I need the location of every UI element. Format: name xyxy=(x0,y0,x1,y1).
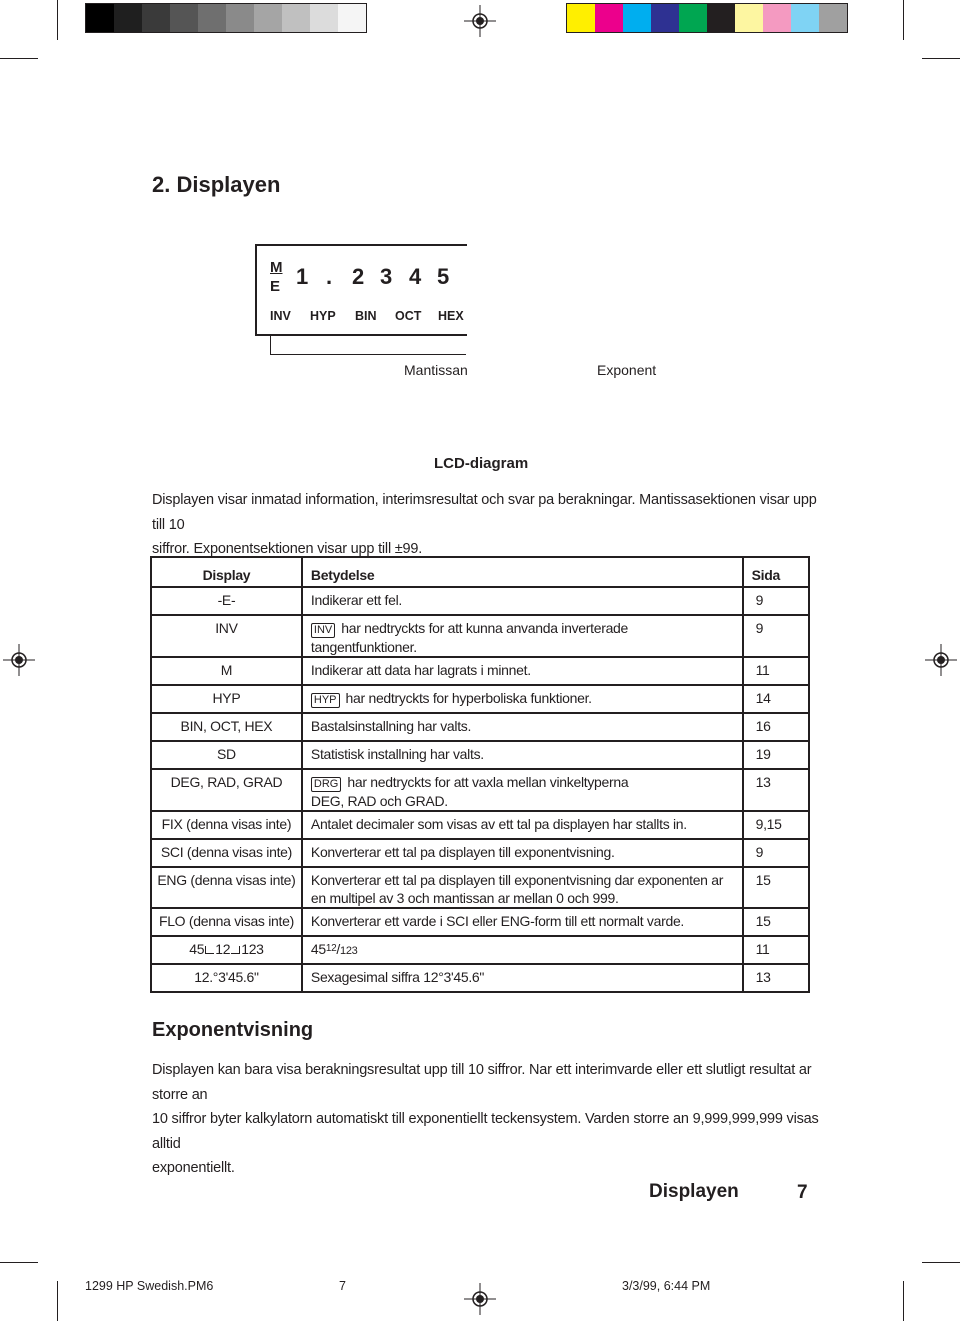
calibration-swatch xyxy=(707,4,735,32)
cell-meaning: Sexagesimal siffra 12°3'45.6" xyxy=(302,964,743,992)
meaning-text: Antalet decimaler som visas av ett tal pa displayen har stallts in. xyxy=(310,816,687,832)
calibration-swatch xyxy=(651,4,679,32)
cell-display: 12.°3'45.6" xyxy=(151,964,302,992)
cell-meaning xyxy=(302,713,743,741)
cell-display: -E- xyxy=(151,587,302,615)
calibration-swatch xyxy=(198,4,226,32)
key-icon: HYP xyxy=(311,693,340,708)
cell-page: 19 xyxy=(743,741,809,769)
meaning-text: DEG, RAD och GRAD. xyxy=(310,793,448,809)
paragraph-line: 10 siffror byter kalkylatorn automatiskt till exponentiellt teckensystem. Varden storre an 9,999,999,999 visas alltid xyxy=(152,1111,819,1152)
calibration-swatch xyxy=(254,4,282,32)
slug-date: 3/3/99, 6:44 PM xyxy=(622,1279,711,1293)
key-icon: DRG xyxy=(311,777,341,792)
page-number: 7 xyxy=(797,1182,808,1203)
fraction-slash: / xyxy=(336,941,341,957)
calibration-swatch xyxy=(623,4,651,32)
cell-display: INV xyxy=(151,615,302,657)
crop-mark xyxy=(57,0,58,40)
crop-mark xyxy=(0,1262,38,1263)
calibration-swatch xyxy=(763,4,791,32)
calibration-swatch xyxy=(567,4,595,32)
calibration-swatch xyxy=(282,4,310,32)
table-row xyxy=(151,741,809,769)
cell-display: M xyxy=(151,657,302,685)
lcd-indicator-oct: OCT xyxy=(395,309,422,323)
calibration-swatch xyxy=(679,4,707,32)
cell-page: 16 xyxy=(743,713,809,741)
cell-meaning xyxy=(302,615,743,657)
cell-meaning xyxy=(302,811,743,839)
table-row xyxy=(151,615,809,657)
header-display: Display xyxy=(151,557,302,587)
meaning-text: en multipel av 3 och mantissan ar mellan 0 och 999. xyxy=(310,890,619,906)
table-row xyxy=(151,936,809,964)
calibration-swatch xyxy=(338,4,366,32)
calibration-swatch xyxy=(114,4,142,32)
page-title: 2. Displayen xyxy=(152,172,281,197)
mantissa-bracket xyxy=(270,336,466,355)
crop-mark xyxy=(922,58,960,59)
table-row xyxy=(151,811,809,839)
meaning-text: Indikerar ett fel. xyxy=(310,592,402,608)
cell-meaning xyxy=(302,908,743,936)
gray-calibration-bar xyxy=(85,3,367,33)
paragraph-line: Displayen kan bara visa berakningsresultat upp till 10 siffror. Nar ett interimvarde eller ett slutligt resultat ar storre an xyxy=(152,1062,812,1103)
lcd-digit: 2 xyxy=(352,264,365,289)
intro-paragraph xyxy=(152,488,832,562)
table-row xyxy=(151,908,809,936)
exponent-label: Exponent xyxy=(597,362,657,378)
meaning-text: Indikerar att data har lagrats i minnet. xyxy=(310,662,531,678)
crop-mark xyxy=(903,1281,904,1321)
crop-mark xyxy=(0,58,38,59)
cell-meaning xyxy=(302,867,743,908)
fraction-numerator: 12 xyxy=(215,941,231,957)
cell-meaning xyxy=(302,769,743,811)
meaning-text: har nedtryckts for att kunna anvanda inverterade tangentfunktioner. xyxy=(310,620,629,655)
calibration-swatch xyxy=(226,4,254,32)
registration-mark-icon xyxy=(925,644,957,676)
lcd-indicator-hex: HEX xyxy=(438,309,464,323)
calibration-swatch xyxy=(791,4,819,32)
fraction-whole: 45 xyxy=(310,941,326,957)
table-row xyxy=(151,964,809,992)
calibration-swatch xyxy=(735,4,763,32)
running-footer-title: Displayen xyxy=(649,1181,739,1202)
meaning-text: har nedtryckts for att vaxla mellan vinkeltyperna xyxy=(347,774,629,790)
table-row xyxy=(151,713,809,741)
cell-display: DEG, RAD, GRAD xyxy=(151,769,302,811)
memory-indicator: M xyxy=(270,259,283,276)
calibration-swatch xyxy=(142,4,170,32)
cell-display: ENG (denna visas inte) xyxy=(151,867,302,908)
lcd-indicator-inv: INV xyxy=(270,309,291,323)
section-heading: Exponentvisning xyxy=(152,1019,314,1041)
meaning-text: Konverterar ett tal pa displayen till exponentvisning dar exponenten ar xyxy=(310,872,724,888)
cell-page: 13 xyxy=(743,769,809,811)
cell-display: FIX (denna visas inte) xyxy=(151,811,302,839)
calibration-swatch xyxy=(819,4,847,32)
cell-page: 14 xyxy=(743,685,809,713)
table-row xyxy=(151,685,809,713)
cell-display: BIN, OCT, HEX xyxy=(151,713,302,741)
cell-display: FLO (denna visas inte) xyxy=(151,908,302,936)
calibration-swatch xyxy=(170,4,198,32)
cell-page: 9,15 xyxy=(743,811,809,839)
fraction-separator-icon xyxy=(205,946,214,954)
color-calibration-bar xyxy=(566,3,848,33)
crop-mark xyxy=(57,1281,58,1321)
header-meaning: Betydelse xyxy=(302,557,743,587)
fraction-whole: 45 xyxy=(189,941,205,957)
meaning-text: Bastalsinstallning har valts. xyxy=(310,718,472,734)
cell-meaning xyxy=(302,936,743,964)
display-indicators-table xyxy=(150,556,810,993)
lcd-indicator-hyp: HYP xyxy=(310,309,336,323)
registration-mark-icon xyxy=(464,5,496,37)
crop-mark xyxy=(922,1262,960,1263)
key-icon: INV xyxy=(311,623,335,638)
diagram-caption: LCD-diagram xyxy=(434,455,529,472)
lcd-digit: 3 xyxy=(380,264,393,289)
table-row xyxy=(151,657,809,685)
meaning-text: har nedtryckts for hyperboliska funktioner. xyxy=(345,690,592,706)
cell-page: 9 xyxy=(743,587,809,615)
calibration-swatch xyxy=(86,4,114,32)
lcd-digit: 1 xyxy=(296,264,309,289)
cell-meaning xyxy=(302,587,743,615)
cell-page: 11 xyxy=(743,936,809,964)
cell-display: HYP xyxy=(151,685,302,713)
cell-page: 15 xyxy=(743,867,809,908)
table-row xyxy=(151,839,809,867)
exponent-paragraph xyxy=(152,1058,832,1181)
cell-meaning xyxy=(302,741,743,769)
crop-mark xyxy=(903,0,904,40)
lcd-indicator-bin: BIN xyxy=(355,309,377,323)
lcd-digit: 5 xyxy=(437,264,450,289)
table-row xyxy=(151,587,809,615)
registration-mark-icon xyxy=(464,1283,496,1315)
cell-meaning xyxy=(302,839,743,867)
lcd-status-indicators xyxy=(270,258,283,296)
fraction-denominator: 123 xyxy=(340,945,358,957)
paragraph-line: exponentiellt. xyxy=(152,1160,235,1176)
table-row xyxy=(151,769,809,811)
error-indicator: E xyxy=(270,278,281,295)
cell-page: 13 xyxy=(743,964,809,992)
cell-page: 15 xyxy=(743,908,809,936)
paragraph-line: Displayen visar inmatad information, interimsresultat och svar pa berakningar. Mantissasektionen visar upp till 10 xyxy=(152,492,817,533)
cell-page: 9 xyxy=(743,839,809,867)
cell-meaning xyxy=(302,685,743,713)
calibration-swatch xyxy=(595,4,623,32)
meaning-text: Konverterar ett tal pa displayen till exponentvisning. xyxy=(310,844,615,860)
fraction-separator-icon xyxy=(231,946,240,954)
lcd-digit: 4 xyxy=(409,264,422,289)
calibration-swatch xyxy=(310,4,338,32)
registration-mark-icon xyxy=(3,644,35,676)
cell-display xyxy=(151,936,302,964)
paragraph-line: siffror. Exponentsektionen visar upp till ±99. xyxy=(152,541,423,557)
meaning-text: Konverterar ett varde i SCI eller ENG-form till ett normalt varde. xyxy=(310,913,685,929)
mantissa-label: Mantissan xyxy=(404,362,468,378)
fraction-numerator: 12 xyxy=(325,943,337,954)
fraction-denominator: 123 xyxy=(241,941,264,957)
meaning-text: Statistisk installning har valts. xyxy=(310,746,484,762)
cell-page: 9 xyxy=(743,615,809,657)
lcd-digit: . xyxy=(326,264,333,289)
cell-display: SD xyxy=(151,741,302,769)
table-row xyxy=(151,867,809,908)
cell-page: 11 xyxy=(743,657,809,685)
slug-page: 7 xyxy=(339,1279,346,1293)
header-page: Sida xyxy=(743,557,809,587)
cell-display: SCI (denna visas inte) xyxy=(151,839,302,867)
slug-filename: 1299 HP Swedish.PM6 xyxy=(85,1279,214,1293)
cell-meaning xyxy=(302,657,743,685)
